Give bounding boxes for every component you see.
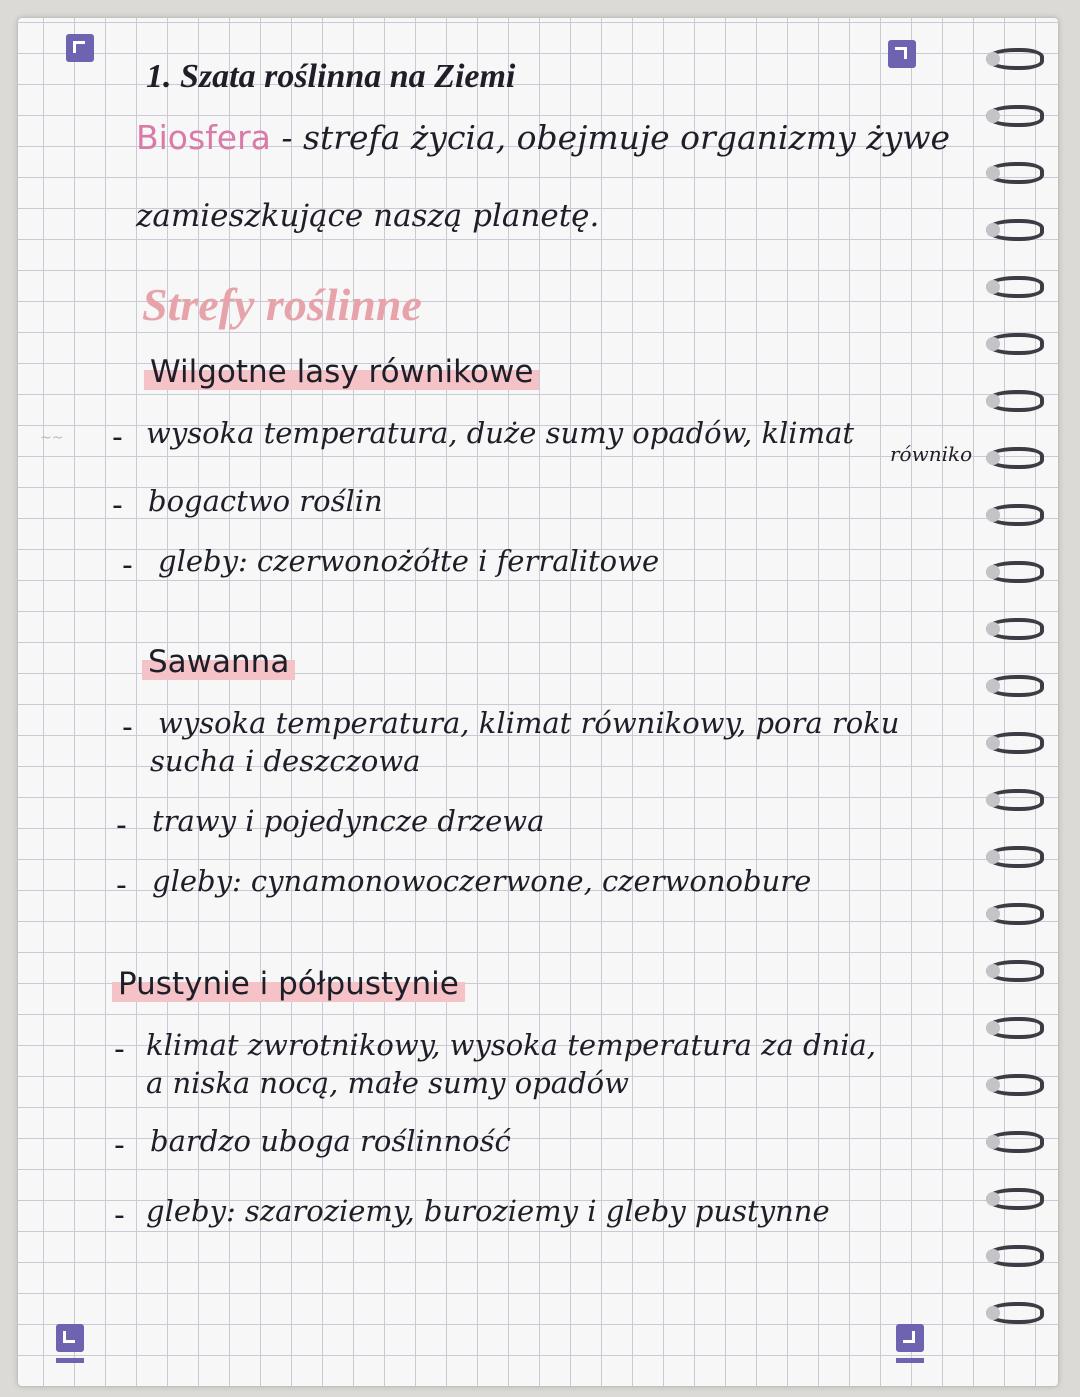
bullet-dash: - xyxy=(122,548,133,583)
punch-hole xyxy=(986,52,1000,66)
punch-hole xyxy=(986,736,1000,750)
punch-hole xyxy=(986,337,1000,351)
biosphere-term: Biosfera xyxy=(136,118,271,157)
list-item-note: równiko xyxy=(890,442,973,466)
corner-logo-top-right xyxy=(888,40,916,68)
list-item-continuation: sucha i deszczowa xyxy=(150,744,421,778)
corner-logo-bottom-left xyxy=(56,1324,84,1352)
list-item: wysoka temperatura, duże sumy opadów, klimat xyxy=(146,416,855,450)
punch-hole xyxy=(986,280,1000,294)
list-item: gleby: szaroziemy, buroziemy i gleby pustynne xyxy=(146,1194,830,1228)
bullet-dash: - xyxy=(114,1128,125,1163)
punch-hole xyxy=(986,1306,1000,1320)
punch-hole xyxy=(986,508,1000,522)
bullet-dash: - xyxy=(122,710,133,745)
punch-hole xyxy=(986,166,1000,180)
biosphere-definition-line2: zamieszkujące naszą planetę. xyxy=(136,198,600,234)
punch-hole xyxy=(986,565,1000,579)
bullet-dash: - xyxy=(114,1198,125,1233)
punch-hole xyxy=(986,622,1000,636)
punch-hole xyxy=(986,109,1000,123)
list-item: klimat zwrotnikowy, wysoka temperatura za dnia, xyxy=(146,1028,876,1062)
punch-hole xyxy=(986,1135,1000,1149)
punch-hole xyxy=(986,1078,1000,1092)
biosphere-definition-text: - strefa życia, obejmuje organizmy żywe xyxy=(270,118,951,157)
notebook-page xyxy=(18,18,1058,1386)
bullet-dash: - xyxy=(112,420,123,455)
bullet-dash: - xyxy=(114,1032,125,1067)
zone-heading-text: Pustynie i półpustynie xyxy=(112,966,465,1002)
section-title: Strefy roślinne xyxy=(142,279,422,330)
bullet-dash: - xyxy=(116,868,127,903)
corner-logo-top-left xyxy=(66,34,94,62)
punch-hole xyxy=(986,907,1000,921)
list-item: gleby: cynamonowoczerwone, czerwonobure xyxy=(152,864,812,898)
faint-margin-mark: ~~ xyxy=(40,430,64,446)
zone-heading-desert xyxy=(112,966,465,1002)
corner-bar-left xyxy=(56,1358,84,1363)
spiral-binding xyxy=(980,48,1058,1368)
corner-bar-right xyxy=(896,1358,924,1363)
corner-logo-bottom-right xyxy=(896,1324,924,1352)
list-item: bogactwo roślin xyxy=(148,484,383,518)
punch-hole xyxy=(986,964,1000,978)
zone-heading-savanna xyxy=(142,644,295,680)
punch-hole xyxy=(986,679,1000,693)
biosphere-definition-line1 xyxy=(136,118,950,157)
punch-hole xyxy=(986,1249,1000,1263)
zone-heading-text: Wilgotne lasy równikowe xyxy=(144,354,539,390)
bullet-dash: - xyxy=(116,808,127,843)
zone-heading-text: Sawanna xyxy=(142,644,295,680)
list-item-continuation: a niska nocą, małe sumy opadów xyxy=(146,1066,629,1100)
punch-hole xyxy=(986,1192,1000,1206)
list-item: bardzo uboga roślinność xyxy=(150,1124,511,1158)
punch-hole xyxy=(986,850,1000,864)
list-item: trawy i pojedyncze drzewa xyxy=(152,804,545,838)
punch-hole xyxy=(986,793,1000,807)
bullet-dash: - xyxy=(112,488,123,523)
list-item: gleby: czerwonożółte i ferralitowe xyxy=(158,544,660,578)
punch-hole xyxy=(986,394,1000,408)
page-title: 1. Szata roślinna na Ziemi xyxy=(146,58,516,95)
punch-hole xyxy=(986,451,1000,465)
punch-hole xyxy=(986,223,1000,237)
zone-heading-rainforest xyxy=(144,354,539,390)
punch-hole xyxy=(986,1021,1000,1035)
list-item: wysoka temperatura, klimat równikowy, pora roku xyxy=(158,706,900,740)
